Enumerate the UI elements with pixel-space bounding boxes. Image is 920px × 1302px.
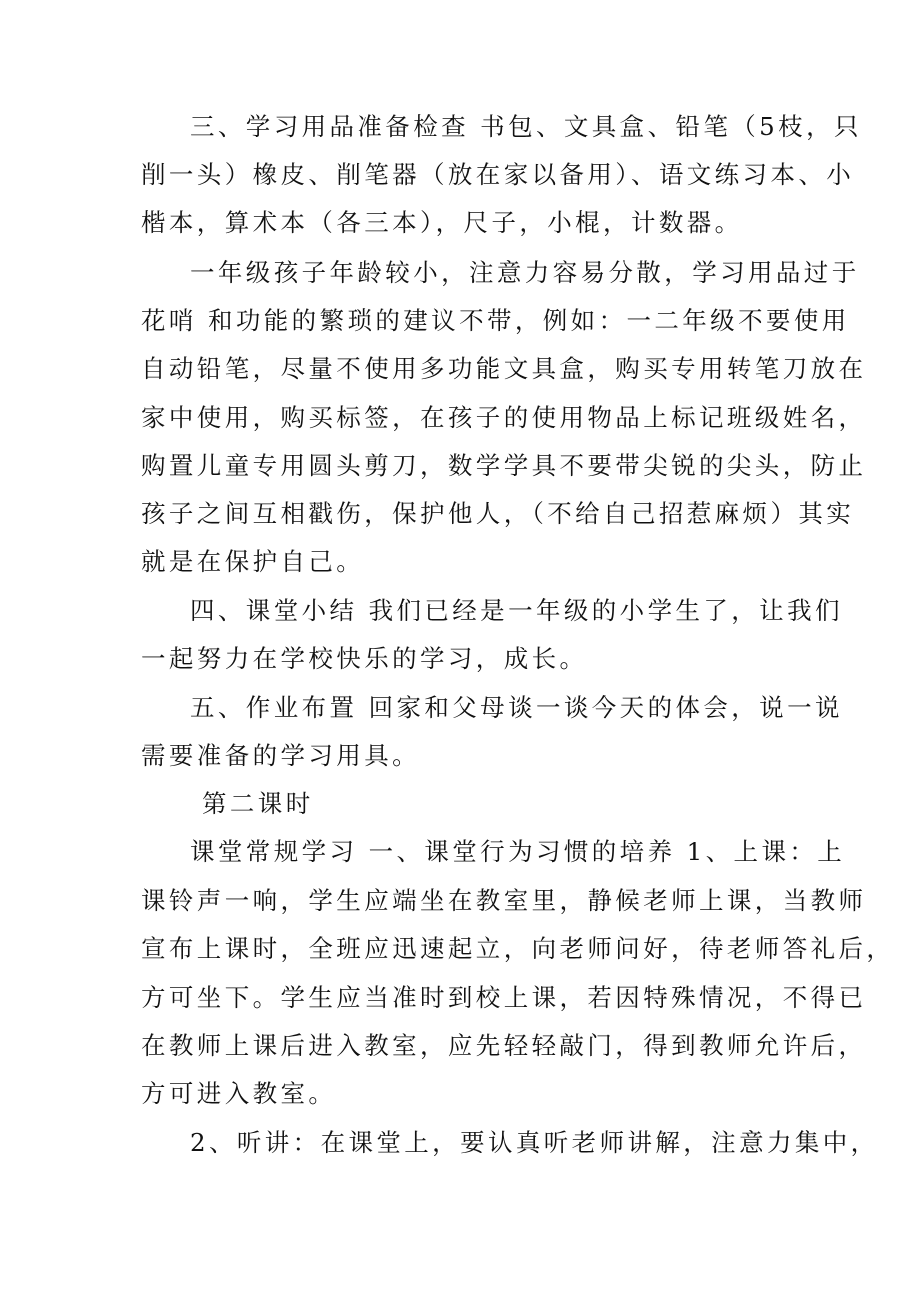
text-line: 四、课堂小结 我们已经是一年级的小学生了，让我们 [190, 596, 843, 625]
text-line: 在教师上课后进入教室，应先轻轻敲门，得到教师允许后， [141, 1031, 867, 1060]
text-line: 三、学习用品准备检查 书包、文具盒、铅笔（5枝，只 [190, 112, 862, 141]
text-line: 削一头）橡皮、削笔器（放在家以备用）、语文练习本、小 [141, 160, 855, 189]
text-line: 一起努力在学校快乐的学习，成长。 [141, 644, 588, 673]
text-line: 五、作业布置 回家和父母谈一谈今天的体会，说一说 [190, 693, 843, 722]
text-line: 花哨 和功能的繁琐的建议不带，例如：一二年级不要使用 [141, 306, 850, 335]
text-line: 家中使用，购买标签，在孩子的使用物品上标记班级姓名， [141, 403, 867, 432]
section-heading: 第二课时 [202, 789, 314, 818]
text-line: 自动铅笔，尽量不使用多功能文具盒，购买专用转笔刀放在 [141, 354, 867, 383]
text-line: 课堂常规学习 一、课堂行为习惯的培养 1、上课：上 [190, 837, 846, 866]
text-line: 方可坐下。学生应当准时到校上课，若因特殊情况，不得已 [141, 983, 867, 1012]
text-line: 2、听讲：在课堂上，要认真听老师讲解，注意力集中， [190, 1128, 879, 1157]
text-line: 需要准备的学习用具。 [141, 741, 420, 770]
text-line: 孩子之间互相戳伤，保护他人，（不给自己招惹麻烦）其实 [141, 499, 855, 528]
text-line: 方可进入教室。 [141, 1079, 337, 1108]
text-line: 购置儿童专用圆头剪刀，数学学具不要带尖锐的尖头，防止 [141, 451, 867, 480]
text-line: 就是在保护自己。 [141, 547, 365, 576]
text-line: 课铃声一响，学生应端坐在教室里，静候老师上课，当教师 [141, 886, 867, 915]
text-line: 楷本，算术本（各三本），尺子，小棍，计数器。 [141, 208, 743, 237]
text-line: 一年级孩子年龄较小，注意力容易分散，学习用品过于 [190, 258, 860, 287]
text-line: 宣布上课时，全班应迅速起立，向老师问好，待老师答礼后， [141, 934, 895, 963]
